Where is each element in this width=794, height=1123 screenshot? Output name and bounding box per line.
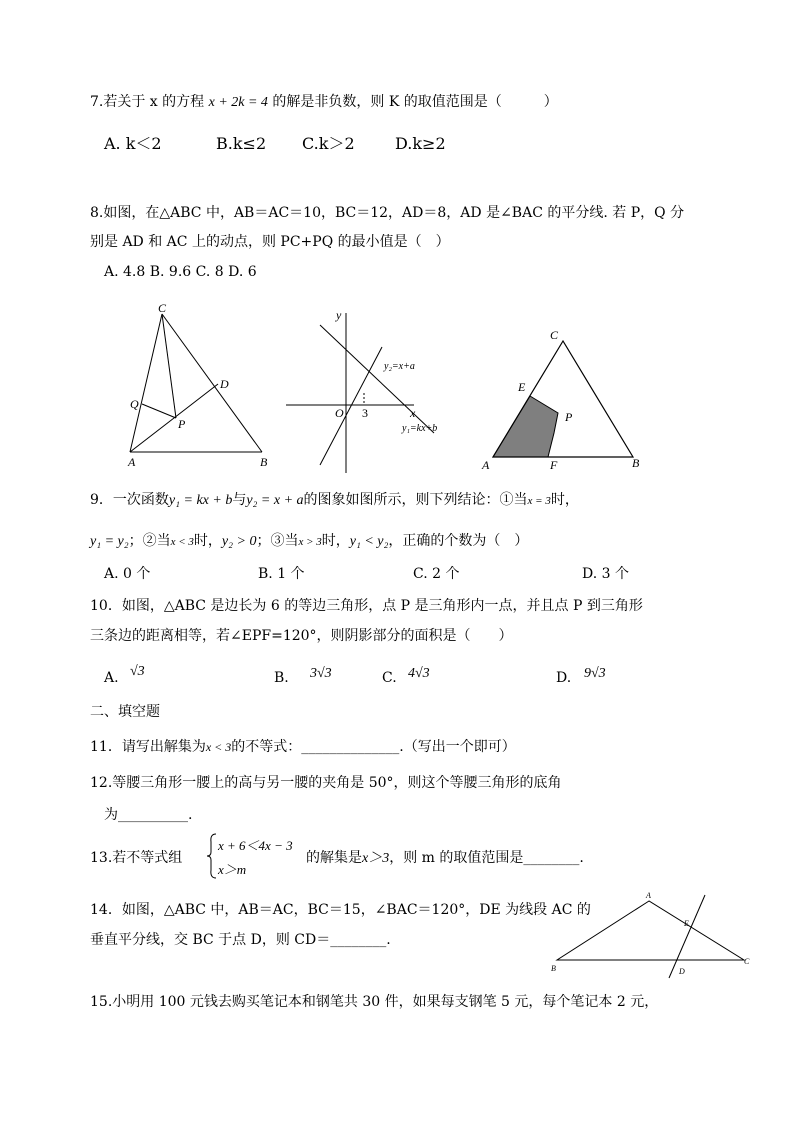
figure-line-graph: [280, 305, 450, 480]
q9-line-1: [90, 490, 579, 511]
q14-label-a: A: [646, 891, 651, 900]
q14-label-b: B: [551, 964, 556, 973]
fig3-label-p: P: [565, 410, 573, 424]
q10-option-b-value: 3√3: [310, 666, 332, 681]
q9-text-h: 时，: [321, 533, 350, 549]
q10-option-a-value: √3: [130, 664, 145, 679]
q13-brace: [206, 832, 218, 880]
q13-text-a: 13.若不等式组: [90, 850, 183, 866]
fig2-label-y1: y₁=kx+b: [402, 423, 438, 434]
q10-option-b-label: B.: [274, 670, 289, 686]
q15-line-1: 15.小明用 100 元钱去购买笔记本和钢笔共 30 件，如果每支钢笔 5 元，每个笔记本 2 元，: [90, 994, 659, 1010]
q9-option-a: A. 0 个: [104, 566, 151, 582]
fig2-label-y: y: [336, 308, 342, 322]
q8-line-2: 别是 AD 和 AC 上的动点，则 PC+PQ 的最小值是（ ）: [90, 234, 450, 250]
q9-condition-2: x < 3: [170, 536, 194, 548]
fig2-label-x: x: [410, 406, 416, 420]
q7-suffix: 的解是非负数，则 K 的取值范围是（ ）: [272, 94, 558, 110]
fig1-label-d: D: [220, 377, 229, 391]
q12-line-2: 为__________.: [104, 807, 193, 823]
q13-rest: [306, 848, 584, 869]
q11-text-a: 11．请写出解集为: [90, 739, 206, 755]
q7-prefix: 7.若关于 x 的方程: [90, 94, 205, 110]
q9-equation-2: y₂ > 0: [221, 534, 257, 549]
fig3-label-a: A: [482, 458, 490, 472]
fig3-label-c: C: [550, 328, 559, 342]
q10-line-1: 10．如图，△ABC 是边长为 6 的等边三角形，点 P 是三角形内一点，并且点 P 到三角形: [90, 598, 643, 614]
q9-text-g: ；③当: [256, 533, 299, 549]
q9-text-b: 与: [232, 492, 247, 508]
fig1-label-q: Q: [130, 397, 139, 411]
q7-equation: x + 2k = 4: [208, 95, 268, 110]
q10-option-c-label: C.: [382, 670, 397, 686]
q13-text-c: ，则 m 的取值范围是________.: [389, 850, 584, 866]
q9-option-b: B. 1 个: [258, 566, 305, 582]
q13-inequality-1: x + 6＜4x − 3: [218, 838, 293, 853]
q9-option-c: C. 2 个: [413, 566, 460, 582]
q9-function-2: y₂ = x + a: [246, 493, 304, 508]
question-7: [90, 92, 558, 113]
shaded-region: [493, 396, 558, 457]
q9-option-d: D. 3 个: [582, 566, 629, 582]
q9-line-2: [90, 531, 528, 552]
q9-equation-3: y₁ < y₂: [349, 534, 389, 549]
q13-text-b: 的解集是: [306, 850, 362, 866]
q9-text-a: 9．一次函数: [90, 492, 169, 508]
q10-option-d-label: D.: [556, 670, 572, 686]
question-13: [90, 848, 182, 868]
q9-condition-1: x = 3: [527, 495, 551, 507]
fig2-label-origin: O: [335, 406, 344, 420]
fig3-label-e: E: [518, 380, 526, 394]
q12-line-1: 12.等腰三角形一腰上的高与另一腰的夹角是 50°，则这个等腰三角形的底角: [90, 775, 562, 791]
q11-condition: x < 3: [205, 740, 232, 754]
q14-label-e: E: [684, 919, 689, 928]
q8-line-1: 8.如图，在△ABC 中，AB＝AC＝10，BC＝12，AD＝8，AD 是∠BAC 的平分线. 若 P，Q 分: [90, 205, 685, 221]
q7-option-d: D.k≥2: [395, 134, 446, 153]
q8-options: A. 4.8 B. 9.6 C. 8 D. 6: [104, 264, 257, 280]
q9-text-i: ，正确的个数为（ ）: [388, 533, 529, 549]
q9-condition-3: x > 3: [298, 536, 322, 548]
q14-line-1: 14．如图，△ABC 中，AB＝AC，BC＝15，∠BAC＝120°，DE 为线段 AC 的: [90, 902, 591, 918]
q9-equation-1: y₁ = y₂: [90, 534, 129, 549]
q11-text-b: 的不等式：______________.（写出一个即可）: [231, 739, 516, 755]
q13-solution: x＞3: [362, 851, 390, 866]
fig1-label-a: A: [128, 455, 136, 469]
fig2-label-3: 3: [362, 406, 368, 420]
q7-option-b: B.k≤2: [216, 134, 267, 153]
q14-label-c: C: [744, 957, 750, 966]
q9-function-1: y₁ = kx + b: [168, 493, 233, 508]
fig2-label-y2: y₂=x+a: [384, 361, 415, 372]
q10-option-d-value: 9√3: [584, 666, 606, 681]
q14-label-d: D: [679, 967, 685, 976]
fig1-label-p: P: [178, 417, 186, 431]
q13-inequality-2: x＞m: [218, 862, 247, 877]
fig1-label-b: B: [260, 455, 268, 469]
fig3-label-f: F: [550, 458, 558, 472]
q7-option-c: C.k＞2: [302, 134, 355, 153]
q10-option-a-label: A.: [104, 670, 119, 686]
figure-triangle-apq: [120, 300, 280, 470]
question-11: [90, 737, 516, 757]
fig3-label-b: B: [632, 456, 640, 470]
section-fill-in-blank-title: 二、填空题: [90, 704, 160, 720]
q10-line-2: 三条边的距离相等，若∠EPF=120°，则阴影部分的面积是（ ）: [90, 628, 513, 644]
q14-line-2: 垂直平分线，交 BC 于点 D，则 CD＝________.: [90, 932, 391, 948]
q7-option-a: A. k＜2: [104, 134, 162, 153]
fig1-label-c: C: [158, 301, 167, 315]
q10-option-c-value: 4√3: [408, 666, 430, 681]
figure-equilateral-shaded: [478, 325, 658, 475]
q9-text-d: 时，: [550, 492, 579, 508]
q9-text-f: 时，: [193, 533, 222, 549]
q9-text-c: 的图象如图所示，则下列结论：①当: [303, 492, 528, 508]
q9-text-e: ；②当: [128, 533, 171, 549]
figure-q14-triangle: [548, 888, 758, 980]
